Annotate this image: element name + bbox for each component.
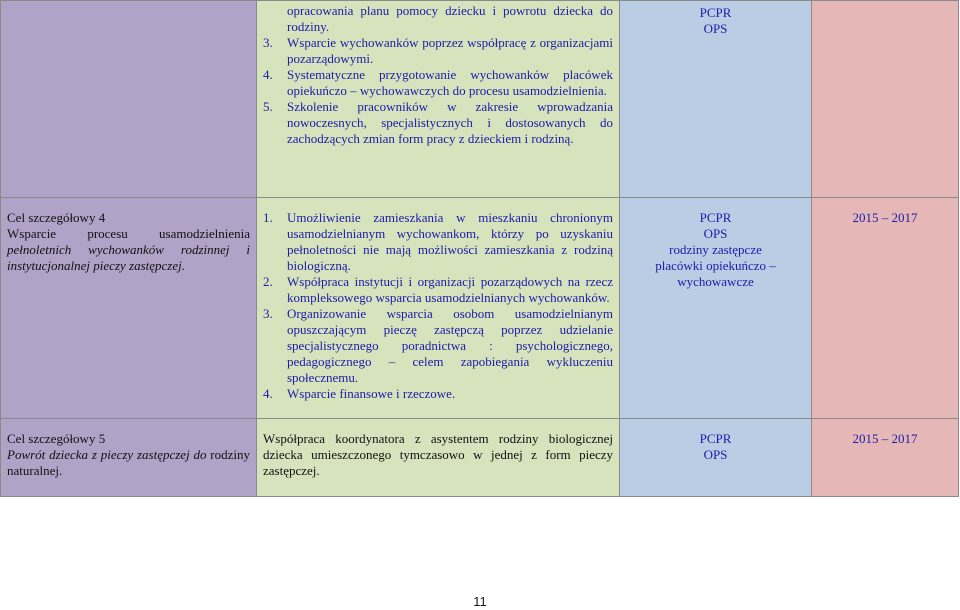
institution-label: OPS <box>703 226 728 241</box>
list-item: 5. Szkolenie pracowników w zakresie wprowadzania nowoczesnych, specjalistycznych i dostosowanych do zachodzących zmian form pracy z dzieckiem i rodziną. <box>263 99 613 146</box>
institution-label: PCPR <box>699 431 732 446</box>
period-cell <box>812 1 959 198</box>
table-row <box>1 198 959 419</box>
goal-description: Powrót dziecka z pieczy zastępczej do rodziny naturalnej. <box>7 447 251 478</box>
activities-cell <box>257 198 620 419</box>
goal-title: Cel szczegółowy 5 <box>7 431 106 446</box>
institution-label: OPS <box>703 21 728 36</box>
institutions-cell <box>620 419 812 497</box>
institution-label: OPS <box>703 447 728 462</box>
institutions-cell <box>620 1 812 198</box>
table-row <box>1 1 959 198</box>
activities-list <box>263 210 613 402</box>
page-number: 11 <box>473 594 487 609</box>
institutions-cell <box>620 198 812 419</box>
institution-label: placówki opiekuńczo – <box>655 258 776 273</box>
list-item: 3. Wsparcie wychowanków poprzez współpracę z organizacjami pozarządowymi. <box>263 35 613 66</box>
period-cell: 2015 – 2017 <box>812 419 959 497</box>
list-item: 2. Współpraca instytucji i organizacji pozarządowych na rzecz kompleksowego wsparcia usamodzielnianych wychowanków. <box>263 274 613 305</box>
list-item: 4. Wsparcie finansowe i rzeczowe. <box>263 386 456 401</box>
activities-list <box>263 3 613 147</box>
list-item: 3. Organizowanie wsparcia osobom usamodzielnianym opuszczającym pieczę zastępczą poprzez udzielanie specjalistycznego poradnictwa : psychologicznego, pedagogicznego – celem zapobiegania wykluczeniu społecznemu. <box>263 306 613 385</box>
goal-cell <box>1 1 257 198</box>
goal-cell <box>1 419 257 497</box>
institution-label: PCPR <box>699 5 732 20</box>
table-row <box>1 419 959 497</box>
activities-cell <box>257 1 620 198</box>
institution-label: wychowawcze <box>677 274 754 289</box>
institution-label: rodziny zastępcze <box>669 242 762 257</box>
activity-text: Współpraca koordynatora z asystentem rodziny biologicznej dziecka umieszczonego tymczasowo w jednej z form pieczy zastępczej. <box>263 431 613 478</box>
list-item: 4. Systematyczne przygotowanie wychowanków placówek opiekuńczo – wychowawczych do procesu usamodzielnienia. <box>263 67 613 98</box>
list-item: opracowania planu pomocy dziecku i powrotu dziecka do rodziny. <box>287 3 613 34</box>
goal-title: Cel szczegółowy 4 <box>7 210 106 225</box>
activities-cell <box>257 419 620 497</box>
list-item: 1. Umożliwienie zamieszkania w mieszkaniu chronionym usamodzielnianym wychowankom, którzy po uzyskaniu pełnoletności nie mają możliwości zamieszkania z rodziną biologiczną. <box>263 210 613 273</box>
institution-label: PCPR <box>699 210 732 225</box>
goal-cell <box>1 198 257 419</box>
period-cell: 2015 – 2017 <box>812 198 959 419</box>
goal-description: Wsparcie procesu usamodzielnienia pełnoletnich wychowanków rodzinnej i instytucjonalnej pieczy zastępczej. <box>7 226 250 273</box>
